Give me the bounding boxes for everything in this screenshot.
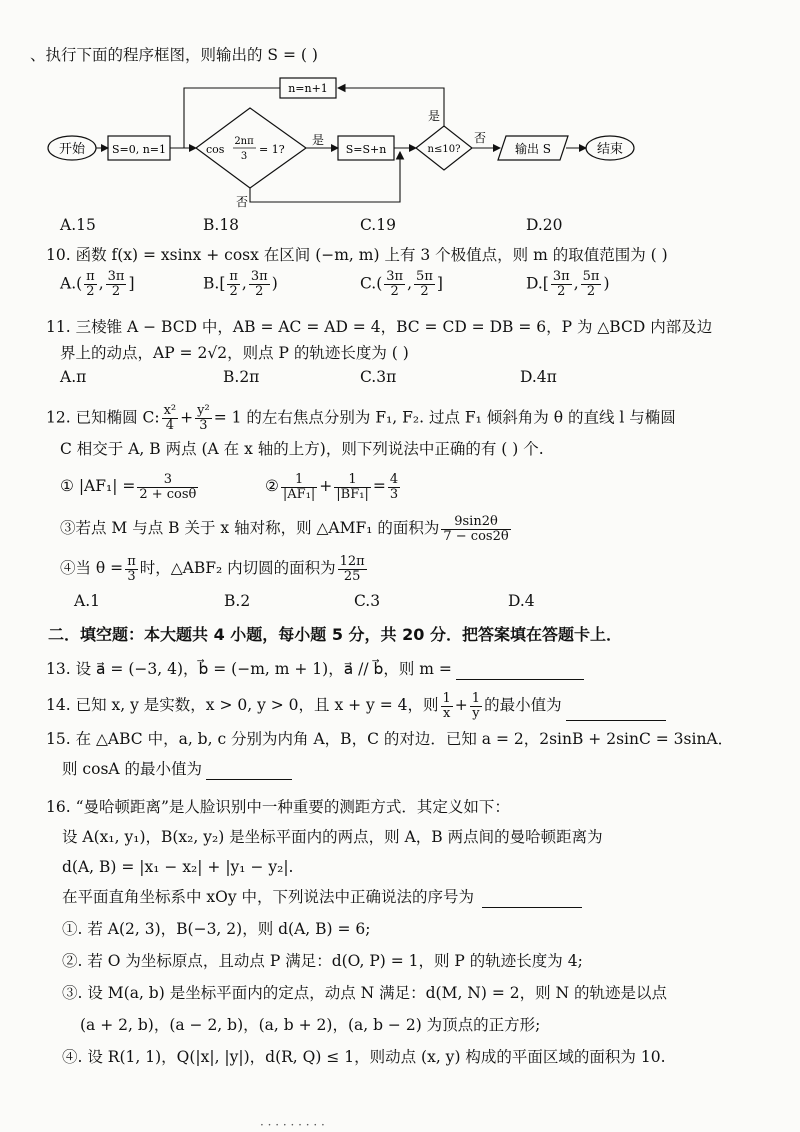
- q16-line1: 16. “曼哈顿距离”是人脸识别中一种重要的测距方式．其定义如下：: [46, 798, 510, 816]
- q16-line3: d(A, B) = |x₁ − x₂| + |y₁ − y₂|.: [62, 858, 294, 876]
- flow-no2: 否: [474, 131, 487, 145]
- q9-stem: 、执行下面的程序框图，则输出的 S = ( ): [30, 46, 318, 64]
- section-2-heading: 二．填空题：本大题共 4 小题，每小题 5 分，共 20 分．把答案填在答题卡上．: [48, 625, 622, 644]
- flow-update-s-text: S=S+n: [345, 143, 387, 156]
- q10-option-d: D.[ $\frac{3\pi}{2}$ , $\frac{5\pi}{2}$ ): [526, 269, 610, 299]
- q12-statement-4: ④当 θ = $\frac{\pi}{3}$ 时，△ABF₂ 内切圆的面积为 $\frac{12\pi}{25}$: [60, 553, 365, 584]
- q14-answer-blank[interactable]: [566, 702, 666, 721]
- q16-line4: 在平面直角坐标系中 xOy 中，下列说法中正确说法的序号为: [62, 886, 582, 908]
- q10-option-a: A.( $\frac{\pi}{2}$ , $\frac{3\pi}{2}$ ]: [60, 269, 135, 299]
- q16-statement-2: ②. 若 O 为坐标原点，且动点 P 满足：d(O, P) = 1，则 P 的轨迹长度为 4;: [62, 952, 583, 970]
- q12-line1: 12. 已知椭圆 C: $\frac{\text{x²}}{4}$ + $\frac{\text{y²}}{3}$ = 1 的左右焦点分别为 F₁, F₂. 过点 F₁ 倾斜角为 θ 的直线 l 与椭圆: [46, 403, 676, 433]
- q15-answer-blank[interactable]: [206, 761, 292, 780]
- flow-cond2-text: n≤10?: [427, 144, 461, 155]
- flow-cond1-prefix: cos: [206, 143, 225, 156]
- q9-option-b: B.18: [203, 216, 240, 234]
- flow-no1: 否: [236, 195, 249, 209]
- q16-answer-blank[interactable]: [482, 889, 582, 908]
- q15-line2: 则 cosA 的最小值为: [62, 758, 292, 780]
- flow-update-n-text: n=n+1: [288, 82, 328, 95]
- q13: 13. 设 a⃗ = (−3, 4)，b⃗ = (−m, m + 1)，a⃗ // b⃗，则 m =: [46, 658, 584, 680]
- q10-stem: 10. 函数 f(x) = xsinx + cosx 在区间 (−m, m) 上有 3 个极值点，则 m 的取值范围为 ( ): [46, 246, 668, 264]
- q16-statement-3-line1: ③. 设 M(a, b) 是坐标平面内的定点，动点 N 满足：d(M, N) = 2，则 N 的轨迹是以点: [62, 984, 668, 1002]
- flow-init-text: S=0, n=1: [111, 143, 167, 156]
- flow-start-text: 开始: [58, 142, 86, 157]
- q9-option-a: A.15: [60, 216, 96, 234]
- q11-option-d: D.4π: [520, 368, 557, 386]
- q16-statement-1: ①. 若 A(2, 3)，B(−3, 2)，则 d(A, B) = 6;: [62, 920, 371, 938]
- flow-yes1: 是: [312, 133, 325, 147]
- q12-option-d: D.4: [508, 592, 535, 610]
- flow-cond1-num: 2nπ: [234, 136, 254, 147]
- q14: 14. 已知 x, y 是实数，x > 0, y > 0，且 x + y = 4，则 $\frac{1}{x}$ + $\frac{1}{y}$ 的最小值为: [46, 690, 666, 721]
- q10-options: [60, 270, 760, 306]
- q11-options: [60, 368, 760, 392]
- q11-line2: 界上的动点，AP = 2√2，则点 P 的轨迹长度为 ( ): [60, 344, 409, 362]
- q12-options: [74, 592, 774, 616]
- q12-option-a: A.1: [74, 592, 100, 610]
- q11-option-a: A.π: [60, 368, 87, 386]
- q12-line2: C 相交于 A, B 两点 (A 在 x 轴的上方)，则下列说法中正确的有 ( ) 个.: [60, 440, 544, 458]
- q12-option-c: C.3: [354, 592, 381, 610]
- q16-statement-3-line2: (a + 2, b)，(a − 2, b)，(a, b + 2)，(a, b − 2) 为顶点的正方形;: [80, 1016, 541, 1034]
- page-footer: · · · · · · · · ·: [260, 1118, 325, 1132]
- q11-line1: 11. 三棱锥 A − BCD 中，AB = AC = AD = 4，BC = CD = DB = 6，P 为 △BCD 内部及边: [46, 318, 713, 336]
- q15-line1: 15. 在 △ABC 中，a, b, c 分别为内角 A，B，C 的对边．已知 a = 2，2sinB + 2sinC = 3sinA．: [46, 730, 734, 748]
- q10-option-b: B.[ $\frac{\pi}{2}$ , $\frac{3\pi}{2}$ ): [203, 269, 278, 299]
- q9-option-d: D.20: [526, 216, 563, 234]
- q13-answer-blank[interactable]: [456, 661, 584, 680]
- q16-line2: 设 A(x₁, y₁)，B(x₂, y₂) 是坐标平面内的两点，则 A，B 两点间的曼哈顿距离为: [62, 828, 603, 846]
- flow-end-text: 结束: [596, 142, 624, 157]
- flow-cond1-text: = 1?: [259, 143, 285, 156]
- q9-option-c: C.19: [360, 216, 396, 234]
- q12-option-b: B.2: [224, 592, 251, 610]
- q11-option-b: B.2π: [223, 368, 260, 386]
- q9-options: [60, 216, 760, 240]
- flow-yes2: 是: [428, 109, 441, 123]
- q12-statement-3: ③若点 M 与点 B 关于 x 轴对称，则 △AMF₁ 的面积为 $\frac{9\sin 2\theta}{7 - \cos 2\theta}$: [60, 513, 509, 544]
- q11-option-c: C.3π: [360, 368, 397, 386]
- q10-option-c: C.( $\frac{3\pi}{2}$ , $\frac{5\pi}{2}$ ]: [360, 269, 443, 299]
- q12-statement-1: ① |AF₁| = $\frac{3}{2 + \cos\theta}$: [60, 471, 197, 502]
- flow-cond1-den: 3: [240, 151, 248, 162]
- q12-statement-2: ② $\frac{1}{\text{|AF₁|}}$ + $\frac{1}{\text{|BF₁|}}$ = $\frac{4}{3}$: [265, 471, 399, 502]
- q16-statement-4: ④. 设 R(1, 1)，Q(|x|, |y|)，d(R, Q) ≤ 1，则动点 (x, y) 构成的平面区域的面积为 10.: [62, 1048, 666, 1066]
- flow-output-text: 输出 S: [514, 142, 552, 156]
